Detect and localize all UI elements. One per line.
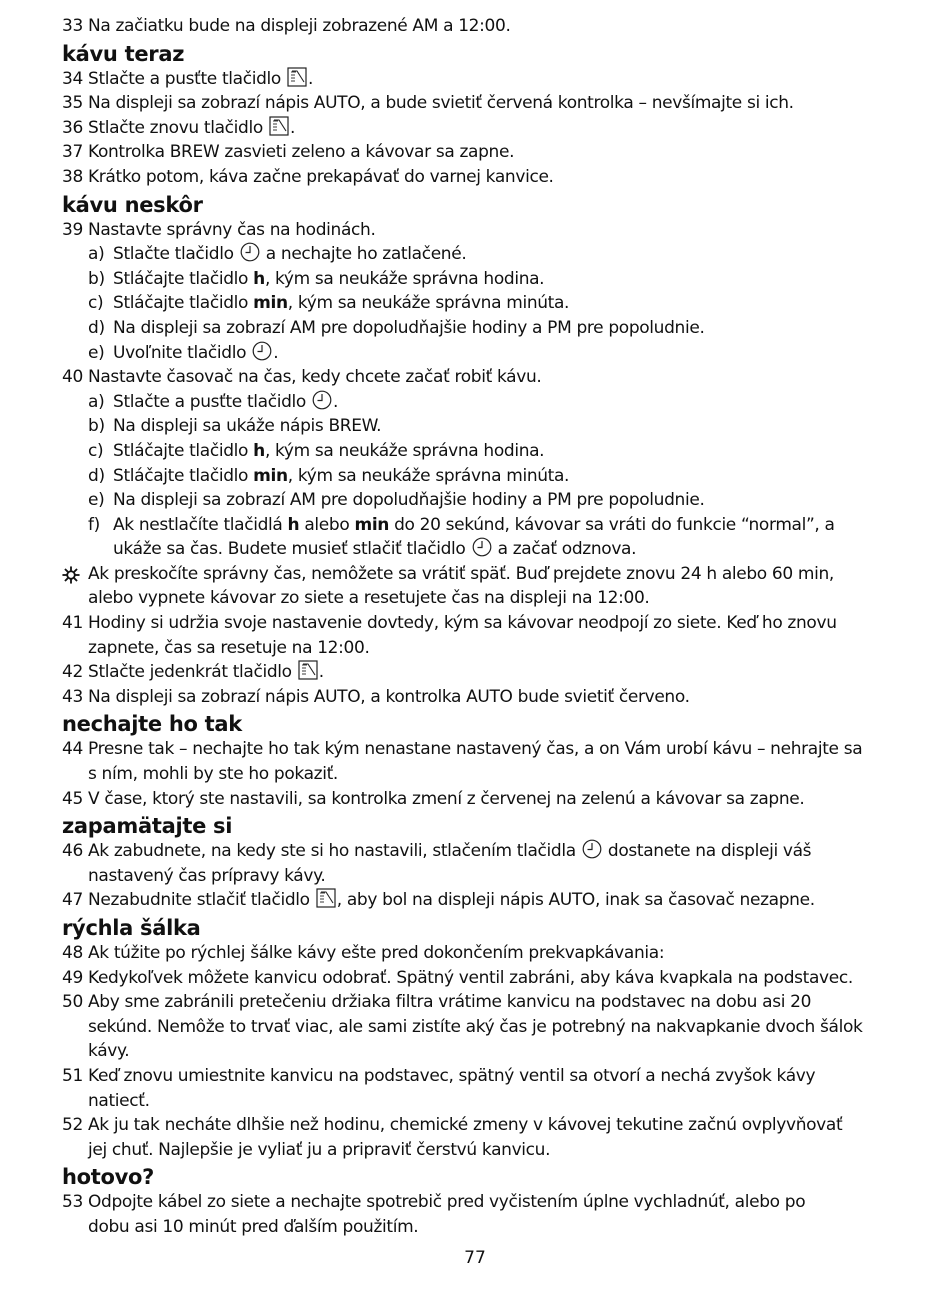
step-number: 40 (62, 367, 83, 388)
step-continuation (0, 586, 950, 611)
text-run: , kým sa neukáže správna minúta. (287, 293, 570, 314)
text-run: alebo (299, 514, 355, 535)
text-run: , aby bol na displeji nápis AUTO, inak sa časovač nezapne. (336, 890, 815, 911)
step-continuation (0, 636, 950, 661)
step-text (88, 864, 325, 889)
text-run: Hodiny si udržia svoje nastavenie dovtedy, kým sa kávovar neodpojí zo siete. Keď ho znovu (88, 613, 837, 634)
step-continuation (0, 1015, 950, 1040)
step-number: 47 (62, 890, 83, 911)
text-run: a začať odznova. (492, 539, 637, 560)
text-run: a nechajte ho zatlačené. (260, 244, 467, 265)
step-text (88, 1039, 129, 1064)
text-run: Na začiatku bude na displeji zobrazené AM a 12:00. (88, 16, 511, 36)
step-text (88, 218, 376, 243)
text-run: Stlačte znovu tlačidlo (88, 117, 268, 138)
step-text (88, 1089, 150, 1114)
step-text (88, 1015, 863, 1040)
text-run: . (289, 117, 296, 138)
step-text (88, 941, 664, 966)
sub-step-letter: b) (88, 416, 105, 437)
text-run: Na displeji sa zobrazí AM pre dopoludňajšie hodiny a PM pre popoludnie. (113, 490, 705, 511)
text-run: , kým sa neukáže správna hodina. (264, 440, 545, 461)
step-continuation (0, 864, 950, 889)
step-text (88, 636, 370, 661)
text-run: , kým sa neukáže správna minúta. (287, 465, 570, 486)
text-run: zapnete, čas sa resetuje na 12:00. (88, 637, 370, 658)
text-run: jej chuť. Najlepšie je vyliať ju a pripraviť čerstvú kanvicu. (88, 1139, 551, 1160)
step-number: 36 (62, 117, 83, 138)
step-text (88, 611, 837, 636)
step-item (0, 888, 950, 913)
sub-step-letter: b) (88, 268, 105, 289)
text-run: Stláčajte tlačidlo (113, 465, 254, 486)
text-run: . (308, 68, 314, 89)
text-run: Stlačte tlačidlo (113, 244, 239, 265)
button-name: min (253, 293, 288, 314)
step-item (0, 787, 950, 812)
sub-step-text (113, 390, 338, 415)
step-text (88, 737, 862, 762)
text-run: Odpojte kábel zo siete a nechajte spotrebič pred vyčistením úplne vychladnúť, alebo po (88, 1192, 806, 1213)
step-text (88, 140, 514, 165)
step-item (0, 839, 950, 864)
text-run: Ak zabudnete, na kedy ste si ho nastavili, stlačením tlačidla (88, 841, 581, 862)
step-item (0, 91, 950, 116)
step-number: 43 (62, 686, 83, 707)
step-item (0, 685, 950, 710)
brew-button-icon (316, 888, 336, 908)
step-number: 49 (62, 967, 83, 988)
step-item (0, 990, 950, 1015)
step-text (88, 685, 690, 710)
text-run: Stláčajte tlačidlo (113, 440, 254, 461)
text-run: Ak preskočíte správny čas, nemôžete sa vrátiť späť. Buď prejdete znovu 24 h alebo 60 min, (88, 563, 834, 584)
step-item (0, 660, 950, 685)
sub-step-item (0, 414, 950, 439)
text-run: Na displeji sa ukáže nápis BREW. (113, 416, 382, 437)
text-run: Stláčajte tlačidlo (113, 293, 254, 314)
step-number: 33 (62, 16, 83, 36)
step-number: 38 (62, 166, 83, 187)
text-run: dostanete na displeji váš (602, 841, 812, 862)
text-run: do 20 sekúnd, kávovar sa vráti do funkcie “normal”, a (389, 514, 835, 535)
step-text (88, 990, 811, 1015)
step-number: 45 (62, 788, 83, 809)
step-number: 37 (62, 142, 83, 163)
sub-step-text (113, 414, 381, 439)
sub-step-item (0, 341, 950, 366)
text-run: Nastavte správny čas na hodinách. (88, 219, 376, 240)
step-item (0, 611, 950, 636)
text-run: Kontrolka BREW zasvieti zeleno a kávovar sa zapne. (88, 142, 515, 163)
text-run: dobu asi 10 minút pred ďalším použitím. (88, 1216, 419, 1237)
step-item (0, 67, 950, 92)
step-text (88, 1190, 805, 1215)
brew-button-icon (287, 67, 307, 87)
text-run: V čase, ktorý ste nastavili, sa kontrolka zmení z červenej na zelenú a kávovar sa zapne. (88, 788, 805, 809)
page-content (0, 14, 950, 1240)
clock-button-icon (582, 839, 602, 859)
sub-step-letter: d) (88, 317, 105, 338)
step-text (88, 14, 511, 39)
step-text (88, 762, 338, 787)
sub-step-continuation (0, 537, 950, 562)
section-heading: nechajte ho tak (62, 712, 242, 737)
sub-step-text (113, 267, 544, 292)
step-item (0, 1113, 950, 1138)
step-number: 42 (62, 662, 83, 683)
sub-step-item (0, 390, 950, 415)
text-run: Kedykoľvek môžete kanvicu odobrať. Spätný ventil zabráni, aby káva kvapkala na podstavec. (88, 967, 853, 988)
text-run: sekúnd. Nemôže to trvať viac, ale sami zistíte aký čas je potrebný na nakvapkanie dvoch šálok (88, 1016, 863, 1037)
sub-step-item (0, 513, 950, 538)
sub-step-letter: e) (88, 342, 105, 363)
text-run: nastavený čas prípravy kávy. (88, 865, 326, 886)
sub-step-item (0, 316, 950, 341)
step-number: 52 (62, 1115, 83, 1136)
step-item (0, 966, 950, 991)
brew-button-icon (269, 116, 289, 136)
text-run: Presne tak – nechajte ho tak kým nenastane nastavený čas, a on Vám urobí kávu – nehrajte sa (88, 739, 863, 760)
sub-step-text (113, 537, 636, 562)
text-run: natiecť. (88, 1090, 150, 1111)
text-run: kávy. (88, 1041, 130, 1062)
sub-step-text (113, 291, 569, 316)
sub-step-item (0, 464, 950, 489)
sub-step-letter: f) (88, 514, 100, 535)
step-item (0, 737, 950, 762)
text-run: . (273, 342, 279, 363)
clock-button-icon (472, 537, 492, 557)
step-number: 46 (62, 841, 83, 862)
step-item (0, 941, 950, 966)
step-number: 34 (62, 68, 83, 89)
step-text (88, 365, 541, 390)
clock-button-icon (240, 242, 260, 262)
step-text (88, 1113, 842, 1138)
sub-step-item (0, 439, 950, 464)
step-number: 51 (62, 1065, 83, 1086)
step-item (0, 116, 950, 141)
text-run: Ak túžite po rýchlej šálke kávy ešte pred dokončením prekvapkávania: (88, 943, 665, 963)
text-run: Na displeji sa zobrazí nápis AUTO, a bude svietiť červená kontrolka – nevšímajte si ich. (88, 93, 794, 114)
step-continuation (0, 1089, 950, 1114)
sub-step-letter: a) (88, 244, 105, 265)
text-run: Aby sme zabránili pretečeniu držiaka filtra vrátime kanvicu na podstavec na dobu asi 20 (88, 992, 812, 1013)
step-continuation (0, 1215, 950, 1240)
step-item (0, 1064, 950, 1089)
button-name: min (253, 465, 288, 486)
sub-step-text (113, 464, 569, 489)
text-run: , kým sa neukáže správna hodina. (264, 268, 545, 289)
step-item (0, 140, 950, 165)
section-heading: hotovo? (62, 1165, 155, 1190)
step-number: 53 (62, 1192, 83, 1213)
step-text (88, 966, 853, 991)
warning-note (0, 562, 950, 587)
text-run: Na displeji sa zobrazí nápis AUTO, a kontrolka AUTO bude svietiť červeno. (88, 686, 690, 707)
step-text (88, 586, 649, 611)
sub-step-letter: e) (88, 490, 105, 511)
step-text (88, 116, 295, 141)
text-run: Uvoľnite tlačidlo (113, 342, 252, 363)
step-text (88, 91, 794, 116)
button-name: h (253, 268, 265, 289)
text-run: alebo vypnete kávovar zo siete a resetujete čas na displeji na 12:00. (88, 588, 650, 609)
sub-step-item (0, 267, 950, 292)
clock-button-icon (252, 341, 272, 361)
sub-step-text (113, 242, 466, 267)
sub-step-text (113, 488, 705, 513)
step-text (88, 660, 324, 685)
brew-button-icon (298, 660, 318, 680)
sub-step-text (113, 513, 835, 538)
section-heading: kávu teraz (62, 41, 185, 66)
text-run: Ak ju tak necháte dlhšie než hodinu, chemické zmeny v kávovej tekutine začnú ovplyvňovať (88, 1115, 843, 1136)
text-run: . (318, 662, 324, 683)
step-continuation (0, 762, 950, 787)
sub-step-text (113, 439, 544, 464)
section-heading: kávu neskôr (62, 192, 203, 217)
text-run: Stlačte jedenkrát tlačidlo (88, 662, 297, 683)
section-heading: zapamätajte si (62, 814, 233, 839)
text-run: Krátko potom, káva začne prekapávať do varnej kanvice. (88, 166, 554, 187)
step-text (88, 1215, 418, 1240)
step-number: 39 (62, 219, 83, 240)
text-run: Ak nestlačíte tlačidlá (113, 514, 288, 535)
step-number: 48 (62, 943, 83, 963)
step-number: 35 (62, 93, 83, 114)
sub-step-letter: c) (88, 440, 104, 461)
step-item (0, 165, 950, 190)
sub-step-item (0, 488, 950, 513)
step-number: 44 (62, 739, 83, 760)
step-text (88, 787, 804, 812)
step-continuation (0, 1039, 950, 1064)
step-text (88, 165, 554, 190)
text-run: Nezabudnite stlačiť tlačidlo (88, 890, 315, 911)
button-name: h (287, 514, 300, 535)
step-number: 41 (62, 613, 83, 634)
warning-text (88, 562, 834, 587)
step-item (0, 365, 950, 390)
step-item (0, 218, 950, 243)
text-run: Stlačte a pusťte tlačidlo (113, 391, 312, 412)
sub-step-letter: d) (88, 465, 105, 486)
step-text (88, 67, 313, 92)
sub-step-text (113, 341, 278, 366)
step-item (0, 14, 950, 39)
text-run: Na displeji sa zobrazí AM pre dopoludňajšie hodiny a PM pre popoludnie. (113, 317, 705, 338)
step-text (88, 1064, 815, 1089)
step-text (88, 839, 811, 864)
step-number: 50 (62, 992, 83, 1013)
step-text (88, 888, 815, 913)
text-run: s ním, mohli by ste ho pokaziť. (88, 764, 338, 785)
button-name: h (253, 440, 265, 461)
sub-step-item (0, 291, 950, 316)
text-run: Stláčajte tlačidlo (113, 268, 254, 289)
text-run: . (333, 391, 339, 412)
text-run: Nastavte časovač na čas, kedy chcete začať robiť kávu. (88, 367, 542, 388)
sub-step-letter: c) (88, 293, 104, 314)
button-name: min (354, 514, 390, 535)
step-item (0, 1190, 950, 1215)
text-run: Keď znovu umiestnite kanvicu na podstavec, spätný ventil sa otvorí a nechá zvyšok kávy (88, 1065, 816, 1086)
sub-step-text (113, 316, 705, 341)
text-run: ukáže sa čas. Budete musieť stlačiť tlačidlo (113, 539, 471, 560)
step-continuation (0, 1138, 950, 1163)
page-number: 77 (464, 1248, 486, 1268)
sub-step-letter: a) (88, 391, 105, 412)
step-text (88, 1138, 550, 1163)
warning-sun-icon (62, 566, 80, 584)
clock-button-icon (312, 390, 332, 410)
sub-step-item (0, 242, 950, 267)
section-heading: rýchla šálka (62, 916, 201, 940)
text-run: Stlačte a pusťte tlačidlo (88, 68, 287, 89)
